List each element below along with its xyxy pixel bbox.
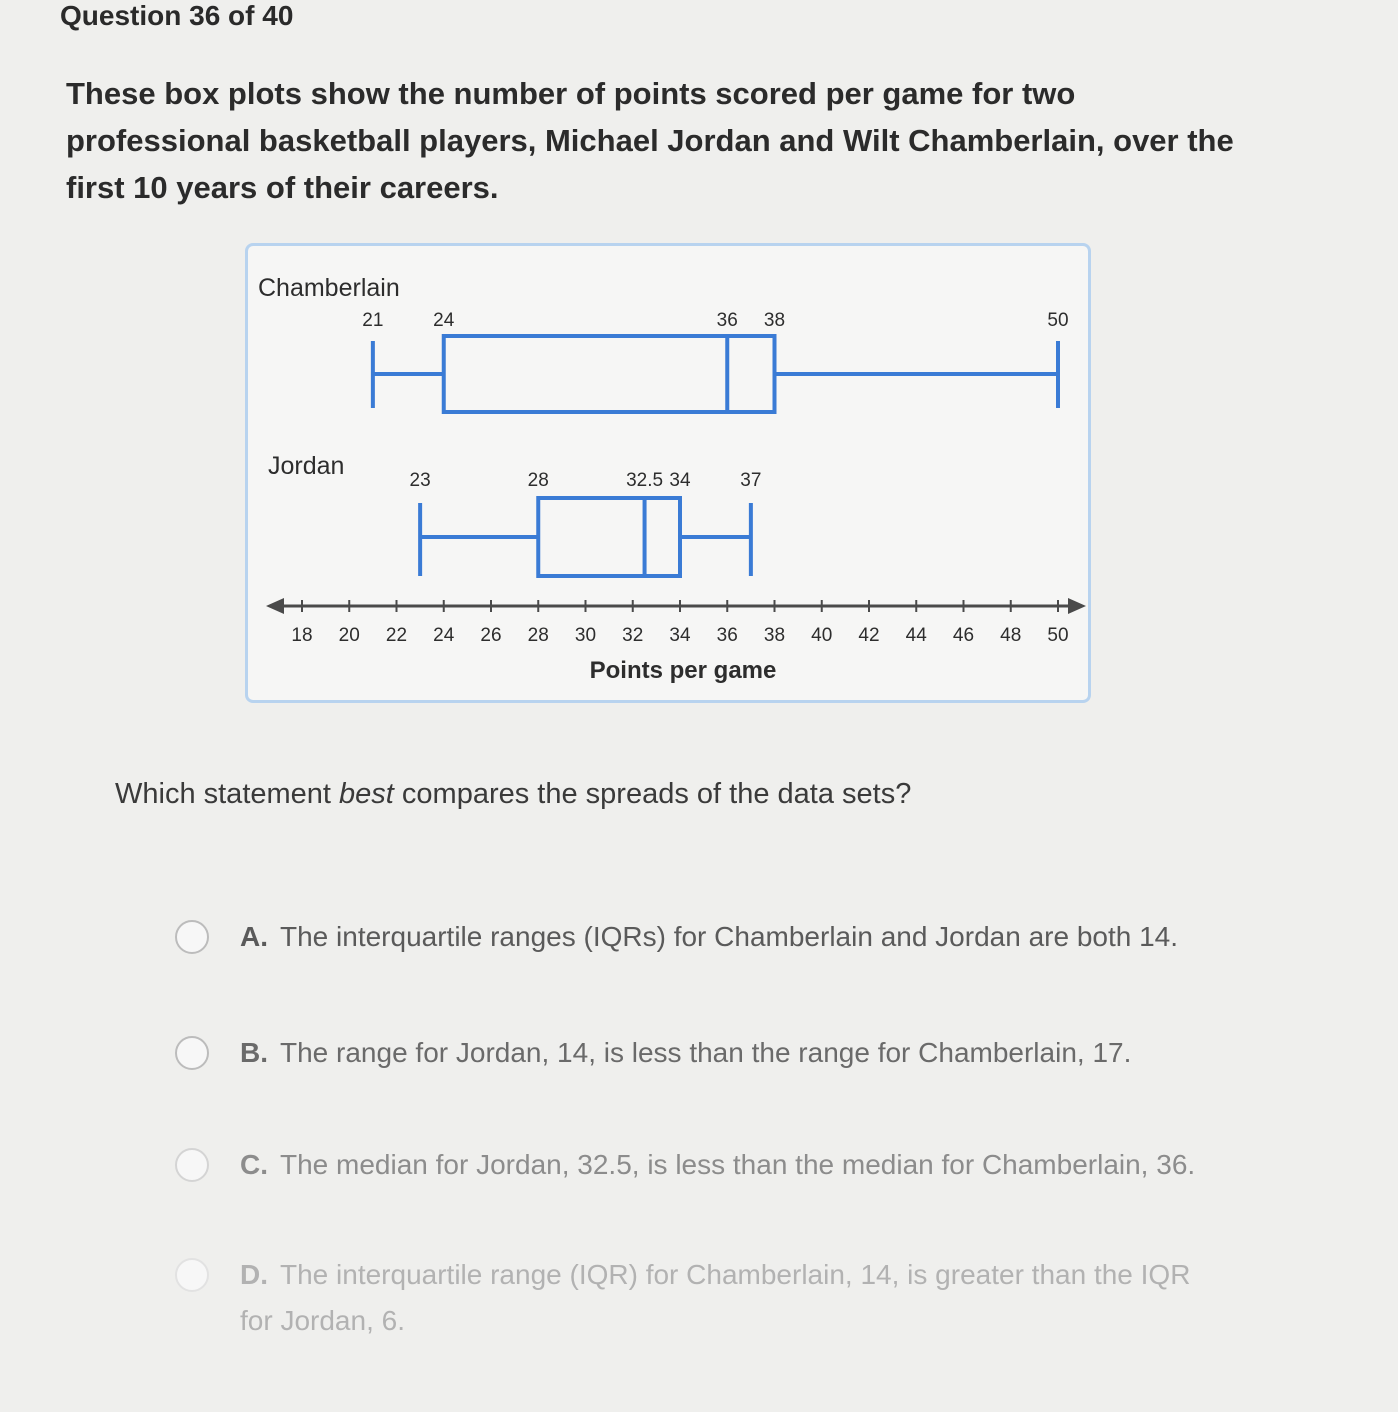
jordan-value-label: 34 bbox=[669, 470, 691, 491]
axis-tick-label: 40 bbox=[811, 625, 833, 646]
question-counter: Question 36 of 40 bbox=[60, 0, 294, 31]
radio-button-d[interactable] bbox=[175, 1258, 209, 1292]
question-text-post: compares the spreads of the data sets? bbox=[393, 778, 912, 810]
jordan-value-label: 37 bbox=[740, 470, 762, 491]
question-text bbox=[115, 778, 911, 811]
choice-text: The median for Jordan, 32.5, is less than the median for Chamberlain, 36. bbox=[280, 1149, 1196, 1180]
chamberlain-series-label: Chamberlain bbox=[258, 274, 400, 302]
box-plot-card bbox=[245, 243, 1091, 703]
radio-button-c[interactable] bbox=[175, 1148, 209, 1182]
choice-letter: B. bbox=[240, 1037, 268, 1068]
axis-tick-label: 50 bbox=[1047, 625, 1069, 646]
jordan-value-label: 32.5 bbox=[626, 470, 664, 491]
chamberlain-iqr-box bbox=[444, 336, 775, 412]
chamberlain-value-label: 21 bbox=[362, 310, 384, 331]
jordan-value-label: 23 bbox=[409, 470, 431, 491]
axis-tick-label: 32 bbox=[622, 625, 644, 646]
chamberlain-value-label: 36 bbox=[716, 310, 738, 331]
chamberlain-value-label: 38 bbox=[763, 310, 786, 331]
axis-tick-label: 26 bbox=[480, 625, 502, 646]
radio-button-a[interactable] bbox=[175, 920, 209, 954]
axis-tick-label: 20 bbox=[338, 625, 360, 646]
axis-tick-label: 44 bbox=[905, 625, 927, 646]
axis-tick-label: 42 bbox=[858, 625, 880, 646]
axis-tick-label: 48 bbox=[1000, 625, 1022, 646]
question-text-pre: Which statement bbox=[115, 778, 340, 810]
choice-letter: A. bbox=[240, 921, 268, 952]
box-plot-chart bbox=[248, 246, 1088, 700]
axis-left-arrow bbox=[266, 598, 284, 614]
axis-tick-label: 24 bbox=[433, 625, 455, 646]
axis-right-arrow bbox=[1068, 598, 1086, 614]
question-prompt: These box plots show the number of points scored per game for two professional basketball players, Michael Jordan and Wilt Chamberlain, over the first 10 years of their careers. bbox=[66, 76, 1234, 205]
axis-tick-label: 38 bbox=[763, 625, 786, 646]
choice-letter: C. bbox=[240, 1149, 268, 1180]
axis-tick-label: 46 bbox=[952, 625, 975, 646]
x-axis-title: Points per game bbox=[589, 657, 777, 684]
axis-tick-label: 36 bbox=[716, 625, 738, 646]
choice-text: The interquartile ranges (IQRs) for Chamberlain and Jordan are both 14. bbox=[280, 921, 1179, 952]
choice-text: The interquartile range (IQR) for Chamberlain, 14, is greater than the IQR for Jordan, 6. bbox=[240, 1259, 1191, 1336]
radio-button-b[interactable] bbox=[175, 1036, 209, 1070]
jordan-iqr-box bbox=[538, 498, 680, 576]
question-text-emphasis: best bbox=[339, 778, 394, 810]
chamberlain-value-label: 50 bbox=[1047, 310, 1069, 331]
jordan-series-label: Jordan bbox=[268, 452, 345, 480]
chamberlain-value-label: 24 bbox=[433, 310, 455, 331]
choice-text: The range for Jordan, 14, is less than the range for Chamberlain, 17. bbox=[280, 1037, 1132, 1068]
axis-tick-label: 30 bbox=[574, 625, 597, 646]
jordan-value-label: 28 bbox=[527, 470, 549, 491]
choice-letter: D. bbox=[240, 1259, 268, 1290]
axis-tick-label: 18 bbox=[291, 625, 313, 646]
axis-tick-label: 28 bbox=[527, 625, 549, 646]
axis-tick-label: 34 bbox=[669, 625, 691, 646]
axis-tick-label: 22 bbox=[385, 625, 408, 646]
